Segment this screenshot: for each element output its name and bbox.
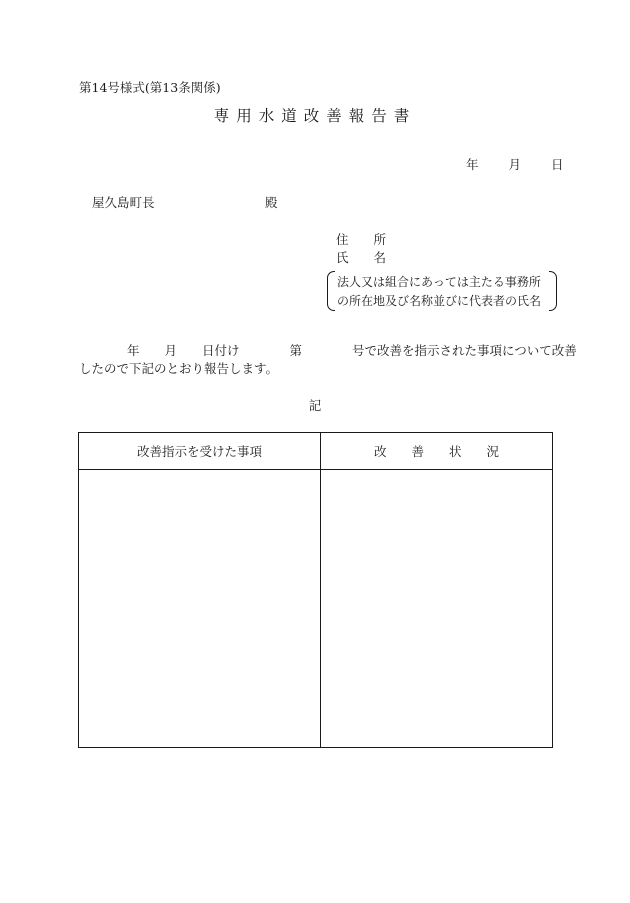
addressee: 屋久島町長 bbox=[92, 195, 155, 210]
name-label: 氏 名 bbox=[336, 250, 387, 265]
note-line-2: の所在地及び名称並びに代表者の氏名 bbox=[337, 294, 542, 308]
table-header-row bbox=[79, 433, 553, 470]
table-entry-row bbox=[79, 470, 553, 748]
note-line-1: 法人又は組合にあっては主たる事務所 bbox=[337, 275, 541, 289]
date-year-label: 年 bbox=[466, 157, 479, 172]
left-bracket bbox=[327, 271, 335, 311]
form-number: 第14号様式(第13条関係) bbox=[79, 80, 221, 95]
right-bracket bbox=[549, 271, 557, 311]
report-table bbox=[78, 432, 553, 748]
address-label: 住 所 bbox=[336, 232, 387, 247]
ki-heading: 記 bbox=[308, 398, 322, 413]
date-month-label: 月 bbox=[508, 157, 522, 172]
body-text-line-1: 年 月 日付け 第 号で改善を指示された事項について改善 bbox=[127, 343, 577, 358]
document-title: 専用水道改善報告書 bbox=[213, 107, 417, 125]
instructed-items-cell[interactable] bbox=[79, 470, 321, 748]
improvement-status-cell[interactable] bbox=[321, 470, 553, 748]
body-text-line-2: したので下記のとおり報告します。 bbox=[79, 361, 279, 376]
header-instructed-items: 改善指示を受けた事項 bbox=[79, 433, 321, 470]
header-improvement-status: 改 善 状 況 bbox=[321, 433, 553, 470]
date-line bbox=[466, 155, 564, 173]
date-day-label: 日 bbox=[551, 157, 564, 172]
corporation-note bbox=[327, 271, 557, 311]
honorific: 殿 bbox=[265, 195, 278, 210]
